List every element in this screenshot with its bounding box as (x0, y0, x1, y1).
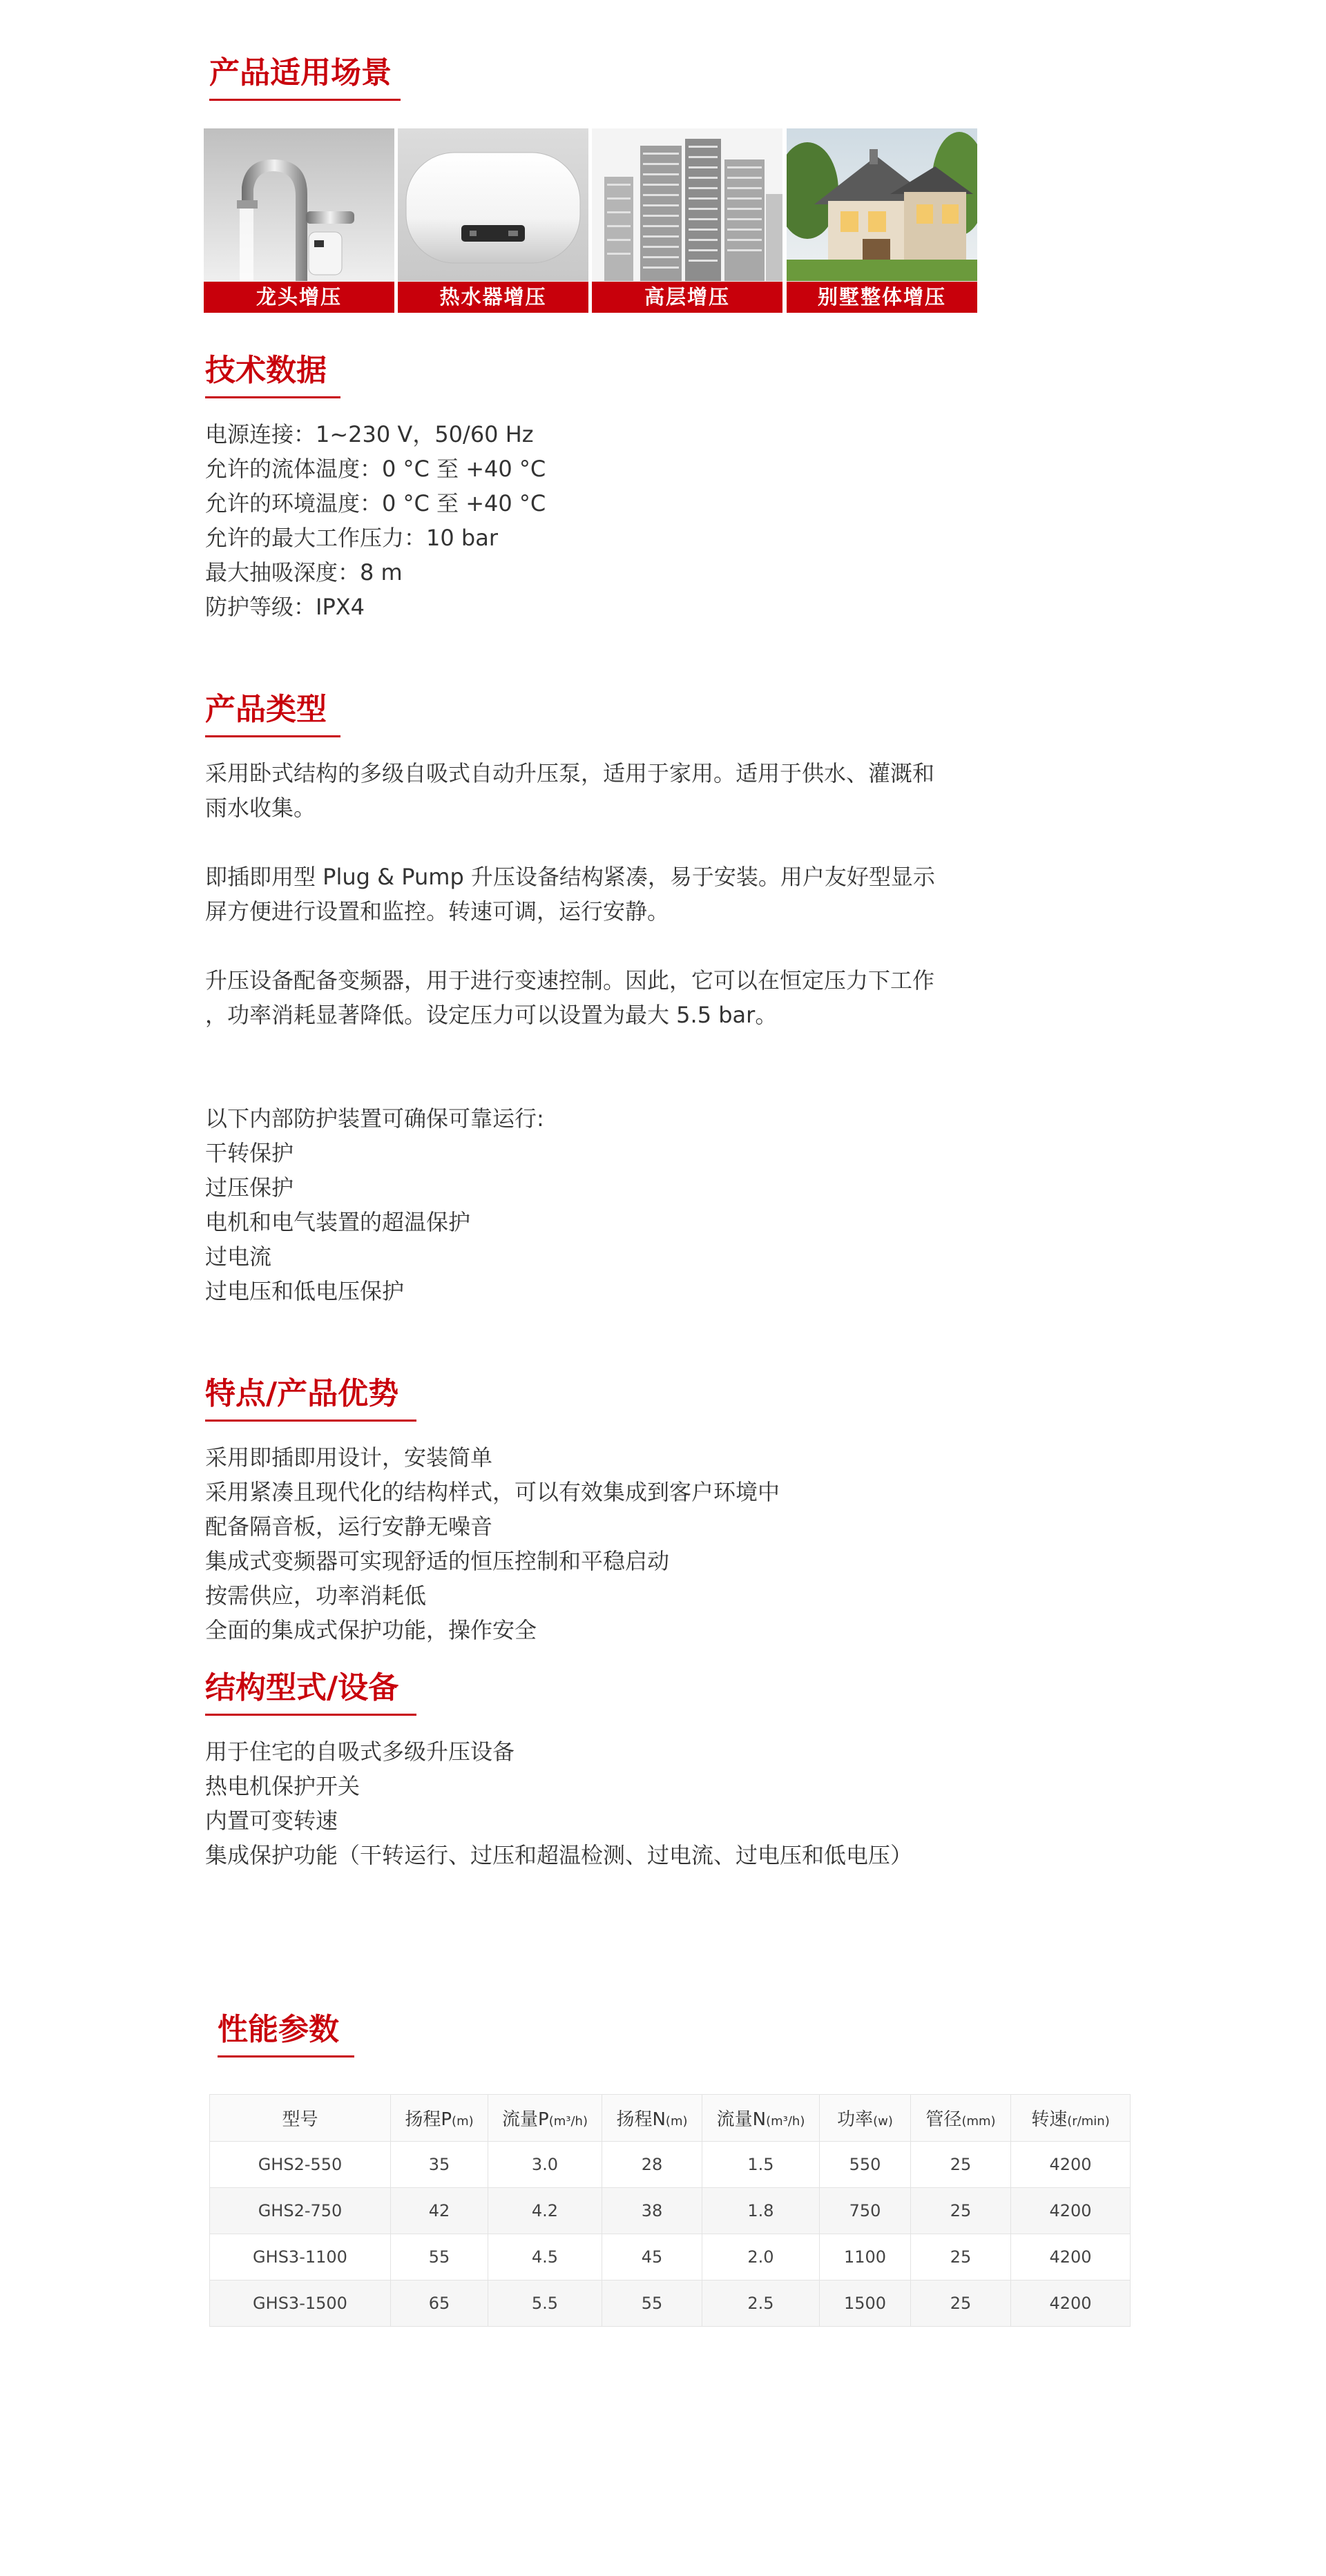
performance-title (218, 2012, 339, 2047)
col-header-model: 型号 (210, 2095, 391, 2142)
villa-photo-icon (787, 128, 977, 281)
table-cell: 35 (391, 2142, 488, 2188)
type-title-text: 产品类型 (205, 692, 327, 727)
table-cell: GHS3-1100 (210, 2234, 391, 2280)
construction-title (205, 1670, 399, 1705)
scene-high-rise (592, 128, 782, 313)
table-row (210, 2234, 1131, 2280)
scene-faucet (204, 128, 394, 313)
scene-villa (787, 128, 977, 313)
tech-line: 允许的流体温度：0 °C 至 +40 °C (205, 456, 546, 482)
spacer (205, 1067, 935, 1101)
scenes-title (209, 55, 392, 90)
water-heater-photo-icon (398, 128, 588, 281)
title-underline (218, 2055, 354, 2057)
feature-line: 采用即插即用设计，安装简单 (205, 1444, 493, 1471)
table-cell: 25 (911, 2234, 1011, 2280)
type-line: 过压保护 (205, 1174, 294, 1201)
type-line: 雨水收集。 (205, 795, 316, 821)
construction-list (205, 1734, 912, 1872)
type-line: 过电流 (205, 1243, 272, 1270)
features-title (205, 1376, 399, 1411)
title-underline (205, 396, 340, 398)
performance-table (209, 2094, 1131, 2327)
col-header-flow-p: 流量P(m³/h) (488, 2095, 602, 2142)
tech-title (205, 353, 327, 388)
title-underline (205, 1420, 416, 1422)
features-title-text: 特点/产品优势 (205, 1376, 399, 1411)
feature-line: 按需供应，功率消耗低 (205, 1582, 427, 1609)
table-cell: 1500 (820, 2280, 911, 2327)
table-cell: 4.5 (488, 2234, 602, 2280)
col-header-head-n: 扬程N(m) (602, 2095, 702, 2142)
construction-title-text: 结构型式/设备 (205, 1670, 399, 1705)
table-cell: 3.0 (488, 2142, 602, 2188)
feature-line: 全面的集成式保护功能，操作安全 (205, 1617, 537, 1643)
spacer (205, 929, 935, 963)
construction-line: 热电机保护开关 (205, 1773, 361, 1799)
type-line: ，功率消耗显著降低。设定压力可以设置为最大 5.5 bar。 (205, 1002, 778, 1028)
construction-line: 内置可变转速 (205, 1808, 338, 1834)
title-underline (205, 735, 340, 737)
type-line: 即插即用型 Plug & Pump 升压设备结构紧凑，易于安装。用户友好型显示 (205, 864, 935, 890)
table-cell: 4.2 (488, 2188, 602, 2234)
table-cell: 4200 (1011, 2234, 1131, 2280)
title-underline (205, 1714, 416, 1716)
table-cell: GHS2-750 (210, 2188, 391, 2234)
table-cell: 55 (391, 2234, 488, 2280)
features-list (205, 1440, 780, 1647)
table-cell: GHS3-1500 (210, 2280, 391, 2327)
scene-caption: 高层增压 (592, 282, 782, 313)
tech-line: 允许的最大工作压力：10 bar (205, 525, 498, 551)
table-cell: 2.0 (702, 2234, 820, 2280)
table-cell: 2.5 (702, 2280, 820, 2327)
type-description (205, 756, 935, 1308)
col-header-pipe: 管径(mm) (911, 2095, 1011, 2142)
scene-caption: 别墅整体增压 (787, 282, 977, 313)
table-cell: 42 (391, 2188, 488, 2234)
feature-line: 配备隔音板，运行安静无噪音 (205, 1513, 493, 1540)
type-line: 屏方便进行设置和监控。转速可调，运行安静。 (205, 898, 670, 924)
title-underline (209, 99, 401, 101)
table-cell: 4200 (1011, 2280, 1131, 2327)
table-cell: 38 (602, 2188, 702, 2234)
type-line: 电机和电气装置的超温保护 (205, 1209, 471, 1235)
tech-line: 最大抽吸深度：8 m (205, 559, 403, 585)
table-cell: 65 (391, 2280, 488, 2327)
tech-data-list (205, 417, 546, 624)
tech-line: 电源连接：1~230 V，50/60 Hz (205, 421, 534, 447)
scenes-gallery (204, 128, 977, 313)
table-cell: 1100 (820, 2234, 911, 2280)
type-line: 干转保护 (205, 1140, 294, 1166)
table-cell: 750 (820, 2188, 911, 2234)
construction-line: 用于住宅的自吸式多级升压设备 (205, 1739, 515, 1765)
feature-line: 采用紧凑且现代化的结构样式，可以有效集成到客户环境中 (205, 1479, 780, 1505)
type-line: 升压设备配备变频器，用于进行变速控制。因此，它可以在恒定压力下工作 (205, 967, 935, 994)
table-cell: 4200 (1011, 2142, 1131, 2188)
table-cell: 4200 (1011, 2188, 1131, 2234)
scene-water-heater (398, 128, 588, 313)
col-header-speed: 转速(r/min) (1011, 2095, 1131, 2142)
table-cell: 25 (911, 2280, 1011, 2327)
table-cell: 1.8 (702, 2188, 820, 2234)
table-cell: 25 (911, 2142, 1011, 2188)
table-cell: 550 (820, 2142, 911, 2188)
scenes-title-text: 产品适用场景 (209, 55, 392, 90)
tech-line: 允许的环境温度：0 °C 至 +40 °C (205, 490, 546, 516)
table-cell: 45 (602, 2234, 702, 2280)
type-line: 以下内部防护装置可确保可靠运行: (205, 1105, 544, 1132)
type-line: 过电压和低电压保护 (205, 1278, 405, 1304)
feature-line: 集成式变频器可实现舒适的恒压控制和平稳启动 (205, 1548, 670, 1574)
performance-title-text: 性能参数 (218, 2012, 339, 2047)
spacer (205, 825, 935, 860)
construction-line: 集成保护功能（干转运行、过压和超温检测、过电流、过电压和低电压） (205, 1842, 913, 1868)
table-cell: 28 (602, 2142, 702, 2188)
type-title (205, 692, 327, 727)
spacer (205, 1032, 935, 1067)
table-row (210, 2142, 1131, 2188)
table-header-row (210, 2095, 1131, 2142)
tech-line: 防护等级：IPX4 (205, 594, 365, 620)
type-line: 采用卧式结构的多级自吸式自动升压泵，适用于家用。适用于供水、灌溉和 (205, 760, 935, 786)
table-cell: 5.5 (488, 2280, 602, 2327)
table-cell: 25 (911, 2188, 1011, 2234)
faucet-photo-icon (204, 128, 394, 281)
table-cell: 55 (602, 2280, 702, 2327)
scene-caption: 热水器增压 (398, 282, 588, 313)
scene-caption: 龙头增压 (204, 282, 394, 313)
high-rise-photo-icon (592, 128, 782, 281)
table-row (210, 2188, 1131, 2234)
table-cell: GHS2-550 (210, 2142, 391, 2188)
col-header-head-p: 扬程P(m) (391, 2095, 488, 2142)
table-row (210, 2280, 1131, 2327)
col-header-flow-n: 流量N(m³/h) (702, 2095, 820, 2142)
tech-title-text: 技术数据 (205, 353, 327, 388)
table-cell: 1.5 (702, 2142, 820, 2188)
col-header-power: 功率(w) (820, 2095, 911, 2142)
